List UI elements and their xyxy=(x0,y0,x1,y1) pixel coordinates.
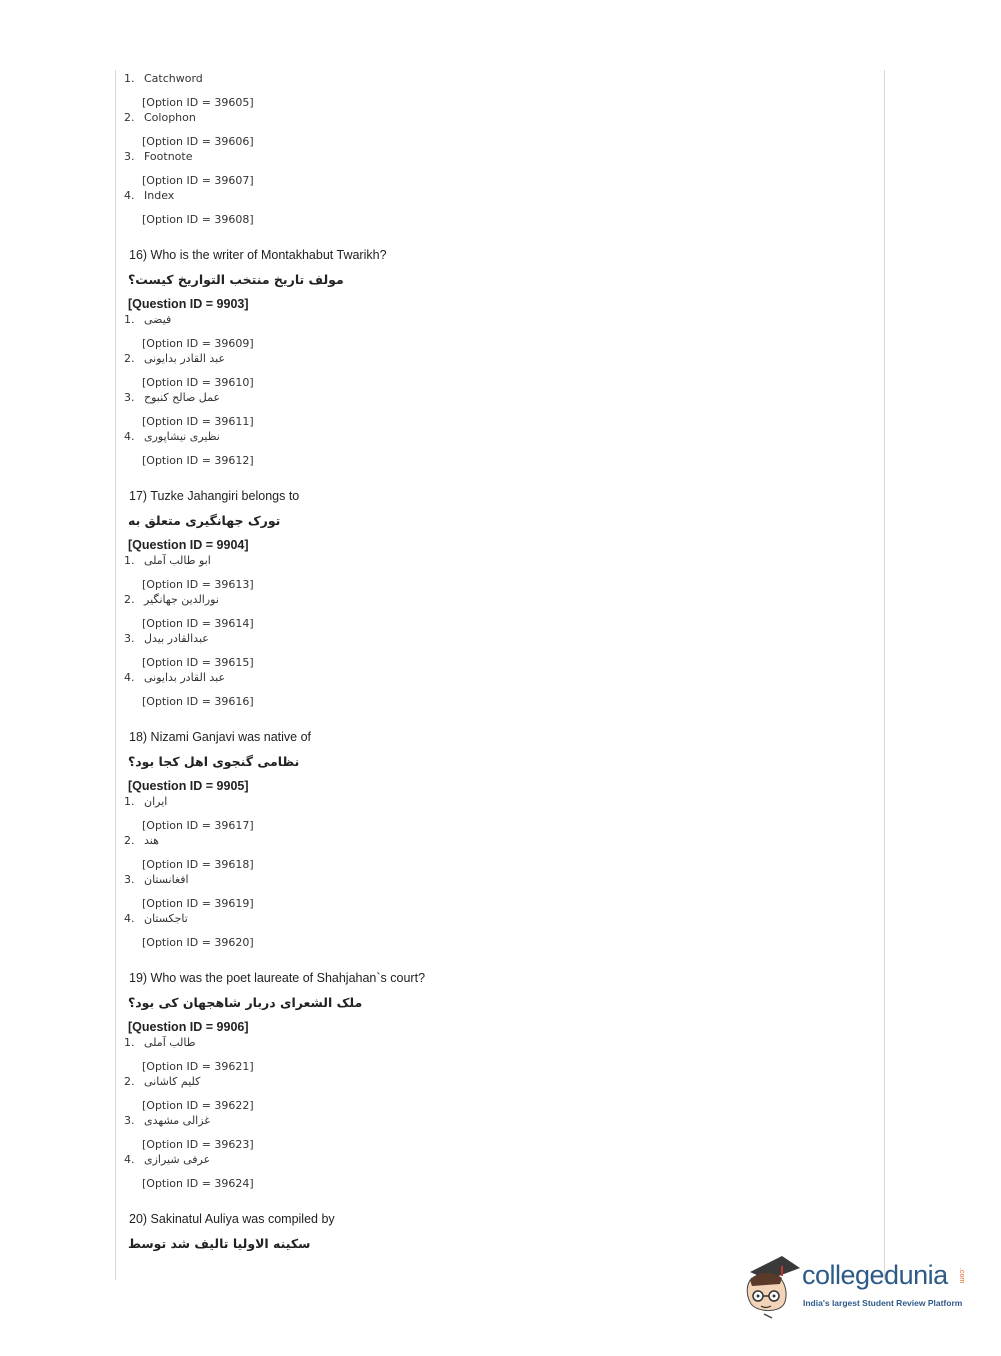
option-text: ایران xyxy=(144,795,168,808)
option-text: Colophon xyxy=(144,111,196,124)
option-id: [Option ID = 39614] xyxy=(142,617,254,630)
option-text: Footnote xyxy=(144,150,193,163)
option-id: [Option ID = 39613] xyxy=(142,578,254,591)
answer-option xyxy=(124,833,864,872)
question-id: [Question ID = 9904] xyxy=(128,538,249,552)
option-text: نظیری نیشاپوری xyxy=(144,430,220,443)
question-urdu xyxy=(124,752,864,772)
answer-option xyxy=(124,631,864,670)
option-text: نورالدین جهانگیر xyxy=(144,593,219,606)
question-urdu xyxy=(124,993,864,1013)
answer-option xyxy=(124,390,864,429)
option-id: [Option ID = 39606] xyxy=(142,135,254,148)
question-urdu-text: تورک جهانگیری متعلق به xyxy=(128,513,281,528)
question-block xyxy=(124,969,864,1191)
option-id: [Option ID = 39611] xyxy=(142,415,254,428)
question-block xyxy=(124,487,864,709)
option-number: 1. xyxy=(124,1036,135,1049)
option-id: [Option ID = 39622] xyxy=(142,1099,254,1112)
option-line xyxy=(124,390,864,405)
option-id: [Option ID = 39624] xyxy=(142,1177,254,1190)
option-id: [Option ID = 39612] xyxy=(142,454,254,467)
option-id: [Option ID = 39617] xyxy=(142,819,254,832)
option-number: 1. xyxy=(124,72,135,85)
option-line xyxy=(124,833,864,848)
option-text: تاجکستان xyxy=(144,912,188,925)
question-urdu xyxy=(124,270,864,290)
option-line xyxy=(124,188,864,203)
logo-wordmark: collegedunia xyxy=(802,1260,948,1290)
question-id: [Question ID = 9906] xyxy=(128,1020,249,1034)
option-number: 2. xyxy=(124,593,135,606)
answer-option xyxy=(124,188,864,227)
option-line xyxy=(124,351,864,366)
option-text: Index xyxy=(144,189,175,202)
option-list xyxy=(124,1035,864,1191)
answer-option xyxy=(124,794,864,833)
option-id: [Option ID = 39618] xyxy=(142,858,254,871)
option-line xyxy=(124,872,864,887)
option-text: عبد القادر بدایونی xyxy=(144,671,226,684)
option-id: [Option ID = 39619] xyxy=(142,897,254,910)
option-text: کلیم کاشانی xyxy=(144,1075,201,1088)
option-line xyxy=(124,312,864,327)
option-text: ابو طالب آملی xyxy=(144,554,211,567)
option-list xyxy=(124,794,864,950)
answer-option xyxy=(124,1035,864,1074)
option-id: [Option ID = 39610] xyxy=(142,376,254,389)
option-number: 1. xyxy=(124,795,135,808)
question-title: 19) Who was the poet laureate of Shahjahan`s court? xyxy=(129,971,426,985)
collegedunia-logo xyxy=(742,1250,972,1320)
option-id: [Option ID = 39621] xyxy=(142,1060,254,1073)
option-text: فیضی xyxy=(144,313,172,326)
option-number: 3. xyxy=(124,150,135,163)
option-line xyxy=(124,149,864,164)
question-title: 17) Tuzke Jahangiri belongs to xyxy=(129,489,300,503)
option-line xyxy=(124,110,864,125)
option-number: 4. xyxy=(124,912,135,925)
option-number: 4. xyxy=(124,1153,135,1166)
option-text: افغانستان xyxy=(144,873,189,886)
option-number: 3. xyxy=(124,873,135,886)
question-title: 20) Sakinatul Auliya was compiled by xyxy=(129,1212,335,1226)
option-line xyxy=(124,631,864,646)
option-line xyxy=(124,1074,864,1089)
option-id: [Option ID = 39616] xyxy=(142,695,254,708)
option-line xyxy=(124,592,864,607)
option-line xyxy=(124,1035,864,1050)
logo-dotcom: .com xyxy=(958,1268,965,1284)
option-line xyxy=(124,553,864,568)
option-line xyxy=(124,1113,864,1128)
answer-option xyxy=(124,1113,864,1152)
option-number: 2. xyxy=(124,111,135,124)
option-line xyxy=(124,1152,864,1167)
page-border-right xyxy=(884,70,885,1280)
answer-option xyxy=(124,553,864,592)
option-number: 2. xyxy=(124,1075,135,1088)
option-text: عبدالقادر بیدل xyxy=(144,632,209,645)
option-text: عمل صالح کنبوح xyxy=(144,391,221,404)
answer-option xyxy=(124,110,864,149)
option-text: هند xyxy=(144,834,159,847)
option-line xyxy=(124,911,864,926)
option-id: [Option ID = 39620] xyxy=(142,936,254,949)
question-title: 16) Who is the writer of Montakhabut Twarikh? xyxy=(129,248,387,262)
question-id: [Question ID = 9903] xyxy=(128,297,249,311)
option-line xyxy=(124,794,864,809)
question-list xyxy=(124,246,864,1254)
option-number: 2. xyxy=(124,352,135,365)
option-text: عبد القادر بدایونی xyxy=(144,352,226,365)
question-block xyxy=(124,728,864,950)
question-id: [Question ID = 9905] xyxy=(128,779,249,793)
question-block xyxy=(124,246,864,468)
option-line xyxy=(124,429,864,444)
option-number: 3. xyxy=(124,1114,135,1127)
option-id: [Option ID = 39608] xyxy=(142,213,254,226)
question-urdu-text: نظامی گنجوی اهل کجا بود؟ xyxy=(128,754,300,769)
option-number: 4. xyxy=(124,671,135,684)
answer-option xyxy=(124,592,864,631)
logo-tagline: India's largest Student Review Platform xyxy=(803,1298,963,1308)
mascot-icon xyxy=(742,1250,802,1320)
option-text: عرفی شیرازی xyxy=(144,1153,211,1166)
answer-option xyxy=(124,1152,864,1191)
question-urdu-text: مولف تاریخ منتخب التواریخ کیست؟ xyxy=(128,272,344,287)
answer-option xyxy=(124,429,864,468)
question-paper-content xyxy=(124,71,864,1254)
option-number: 2. xyxy=(124,834,135,847)
answer-option xyxy=(124,351,864,390)
option-id: [Option ID = 39623] xyxy=(142,1138,254,1151)
answer-option xyxy=(124,911,864,950)
option-list xyxy=(124,312,864,468)
option-id: [Option ID = 39615] xyxy=(142,656,254,669)
option-id: [Option ID = 39609] xyxy=(142,337,254,350)
option-number: 3. xyxy=(124,632,135,645)
option-number: 4. xyxy=(124,189,135,202)
option-id: [Option ID = 39607] xyxy=(142,174,254,187)
option-list xyxy=(124,553,864,709)
option-text: طالب آملی xyxy=(144,1036,196,1049)
answer-option xyxy=(124,872,864,911)
question-urdu-text: سکینه الاولیا تالیف شد توسط xyxy=(128,1236,311,1251)
question-urdu xyxy=(124,511,864,531)
question-urdu-text: ملک الشعرای دربار شاهجهان کی بود؟ xyxy=(128,995,363,1010)
option-number: 3. xyxy=(124,391,135,404)
answer-option xyxy=(124,71,864,110)
option-id: [Option ID = 39605] xyxy=(142,96,254,109)
option-line xyxy=(124,71,864,86)
carryover-options xyxy=(124,71,864,227)
question-block xyxy=(124,1210,864,1254)
option-number: 1. xyxy=(124,554,135,567)
answer-option xyxy=(124,1074,864,1113)
option-number: 4. xyxy=(124,430,135,443)
option-line xyxy=(124,670,864,685)
option-text: غزالی مشهدی xyxy=(144,1114,211,1127)
answer-option xyxy=(124,670,864,709)
page-border-left xyxy=(115,70,116,1280)
question-title: 18) Nizami Ganjavi was native of xyxy=(129,730,312,744)
option-text: Catchword xyxy=(144,72,203,85)
answer-option xyxy=(124,149,864,188)
answer-option xyxy=(124,312,864,351)
option-number: 1. xyxy=(124,313,135,326)
